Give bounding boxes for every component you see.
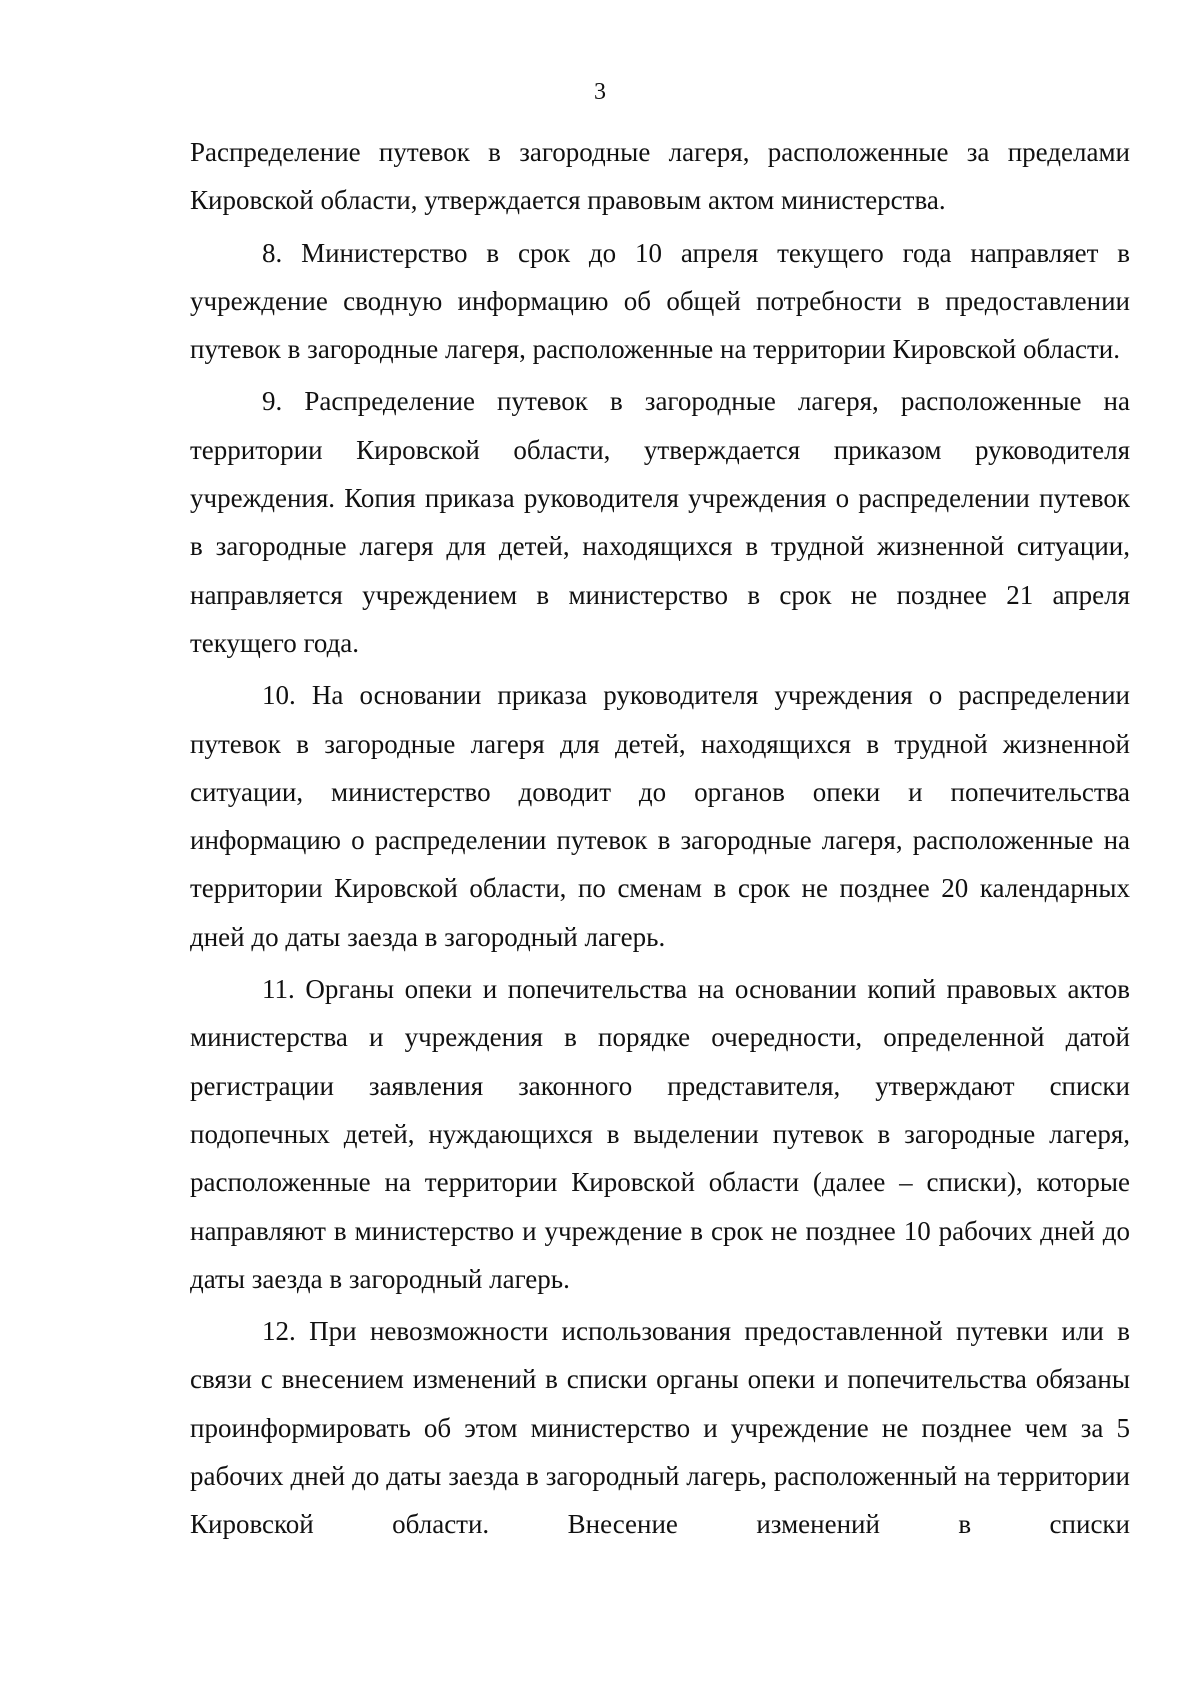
paragraph-continuation: Распределение путевок в загородные лагеря, расположенные за пределами Кировской области, утверждается правовым актом министерства.	[190, 137, 1130, 216]
paragraph-item-10: 10. На основании приказа руководителя учреждения о распределении путевок в загородные лагеря для детей, находящихся в трудной жизненной ситуации, министерство доводит до органов опеки и попечительства информацию о распределении путевок в загородные лагеря, расположенные на территории Кировской области, по сменам в срок не позднее 20 календарных дней до даты заезда в загородный лагерь.	[190, 680, 1130, 952]
page-number: 3	[594, 79, 606, 105]
paragraph-item-12: 12. При невозможности использования предоставленной путевки или в связи с внесением изменений в списки органы опеки и попечительства обязаны проинформировать об этом министерство и учреждение не позднее чем за 5 рабочих дней до даты заезда в загородный лагерь, расположенный на территории Кировской области. Внесение изменений в списки	[190, 1316, 1130, 1540]
document-body	[190, 128, 1130, 1549]
paragraph-item-11: 11. Органы опеки и попечительства на основании копий правовых актов министерства и учреждения в порядке очередности, определенной датой регистрации заявления законного представителя, утверждают списки подопечных детей, нуждающихся в выделении путевок в загородные лагеря, расположенные на территории Кировской области (далее – списки), которые направляют в министерство и учреждение в срок не позднее 10 рабочих дней до даты заезда в загородный лагерь.	[190, 974, 1130, 1294]
paragraph-item-9: 9. Распределение путевок в загородные лагеря, расположенные на территории Кировской области, утверждается приказом руководителя учреждения. Копия приказа руководителя учреждения о распределении путевок в загородные лагеря для детей, находящихся в трудной жизненной ситуации, направляется учреждением в министерство в срок не позднее 21 апреля текущего года.	[190, 386, 1130, 658]
paragraph-item-8: 8. Министерство в срок до 10 апреля текущего года направляет в учреждение сводную информацию об общей потребности в предоставлении путевок в загородные лагеря, расположенные на территории Кировской области.	[190, 237, 1130, 365]
